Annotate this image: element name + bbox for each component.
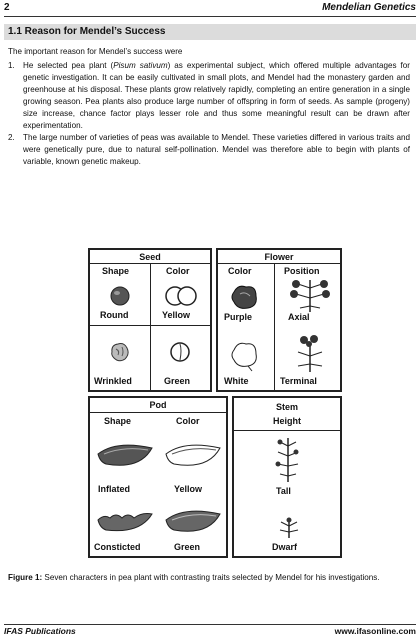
- website-link[interactable]: www.ifasonline.com: [334, 626, 416, 636]
- trait-label: Yellow: [162, 310, 191, 320]
- trait-label: Round: [100, 310, 129, 320]
- page-number: 2: [4, 2, 10, 13]
- column-heading: Shape: [102, 266, 130, 276]
- green-seed-icon: [168, 340, 192, 364]
- yellow-pod-icon: [164, 442, 224, 472]
- section-heading: 1.1 Reason for Mendel’s Success: [4, 24, 416, 40]
- purple-flower-icon: [228, 282, 262, 312]
- panel-title: Pod: [149, 400, 167, 410]
- trait-label: Wrinkled: [94, 376, 132, 386]
- list-number: 2.: [8, 133, 15, 142]
- item-text-italic: Pisum sativum: [113, 61, 168, 70]
- list-item: [8, 60, 410, 132]
- trait-label: White: [224, 376, 249, 386]
- white-flower-icon: [228, 338, 262, 372]
- trait-label: Yellow: [174, 484, 203, 494]
- panel-title: Flower: [264, 252, 294, 262]
- panel-subtitle: Height: [273, 416, 301, 426]
- green-pod-icon: [164, 508, 224, 538]
- panel-title: Stem: [275, 402, 298, 412]
- divider: [274, 263, 275, 390]
- column-heading: Shape: [104, 416, 132, 426]
- trait-label: Terminal: [280, 376, 317, 386]
- list-item: [8, 132, 410, 168]
- trait-label: Green: [174, 542, 201, 552]
- trait-label: Green: [164, 376, 191, 386]
- column-heading: Color: [228, 266, 252, 276]
- caption-text: Seven characters in pea plant with contrasting traits selected by Mendel for his investigations.: [42, 573, 380, 582]
- pea-characters-figure: [88, 248, 342, 568]
- list-number: 1.: [8, 61, 15, 70]
- reasons-list: [8, 60, 410, 168]
- round-seed-icon: [108, 284, 132, 308]
- terminal-flowers-icon: [284, 334, 336, 374]
- trait-label: Axial: [288, 312, 310, 322]
- page-header: [4, 0, 416, 15]
- running-title: Mendelian Genetics: [322, 2, 416, 13]
- seed-panel: [88, 248, 212, 392]
- header-rule: [4, 16, 416, 17]
- footer-rule: [4, 624, 416, 625]
- item-text-pre: He selected pea plant (: [23, 61, 114, 70]
- stem-panel: [232, 396, 342, 558]
- flower-panel: [216, 248, 342, 392]
- column-heading: Color: [166, 266, 190, 276]
- column-heading: Color: [176, 416, 200, 426]
- pod-panel: [88, 396, 228, 558]
- constricted-pod-icon: [96, 508, 156, 538]
- trait-label: Dwarf: [272, 542, 298, 552]
- panel-title: Seed: [139, 252, 161, 262]
- axial-flowers-icon: [284, 278, 336, 314]
- trait-label: Consticted: [94, 542, 141, 552]
- yellow-seeds-icon: [164, 284, 198, 308]
- body-text: [8, 46, 410, 168]
- divider: [90, 325, 210, 326]
- column-heading: Position: [284, 266, 320, 276]
- dwarf-plant-icon: [274, 516, 304, 540]
- figure-caption: [8, 572, 410, 584]
- divider: [234, 430, 340, 431]
- divider: [218, 263, 340, 264]
- trait-label: Tall: [276, 486, 291, 496]
- intro-paragraph: The important reason for Mendel’s success were: [8, 47, 183, 56]
- item-text-post: ) as experimental subject, which offered multiple advantages for genetic investigation. It can be easily cultivated in small plots, and Mendel had the monastery garden and greenhouse at his disposal. These plants grow relatively rapidly, completing an entire generation in a single growing season. Pea plants also produce large number of offspring in form of seeds. As sample (progeny) size increase, chance factor plays lesser role and thus some meaningful result can be drawn after experimentation.: [23, 61, 410, 130]
- publisher: IFAS Publications: [4, 626, 76, 636]
- inflated-pod-icon: [96, 442, 156, 472]
- divider: [150, 263, 151, 390]
- caption-label: Figure 1:: [8, 573, 43, 582]
- divider: [90, 412, 226, 413]
- wrinkled-seed-icon: [108, 340, 132, 364]
- page-footer: [4, 626, 416, 638]
- trait-label: Purple: [224, 312, 253, 322]
- trait-label: Inflated: [98, 484, 131, 494]
- item-text: The large number of varieties of peas was available to Mendel. These varieties differed in various traits and were genetically pure, due to natural self-pollination. Mendel was therefore able to begin with plants of variable, known genetic makeup.: [23, 133, 410, 166]
- tall-plant-icon: [272, 436, 304, 484]
